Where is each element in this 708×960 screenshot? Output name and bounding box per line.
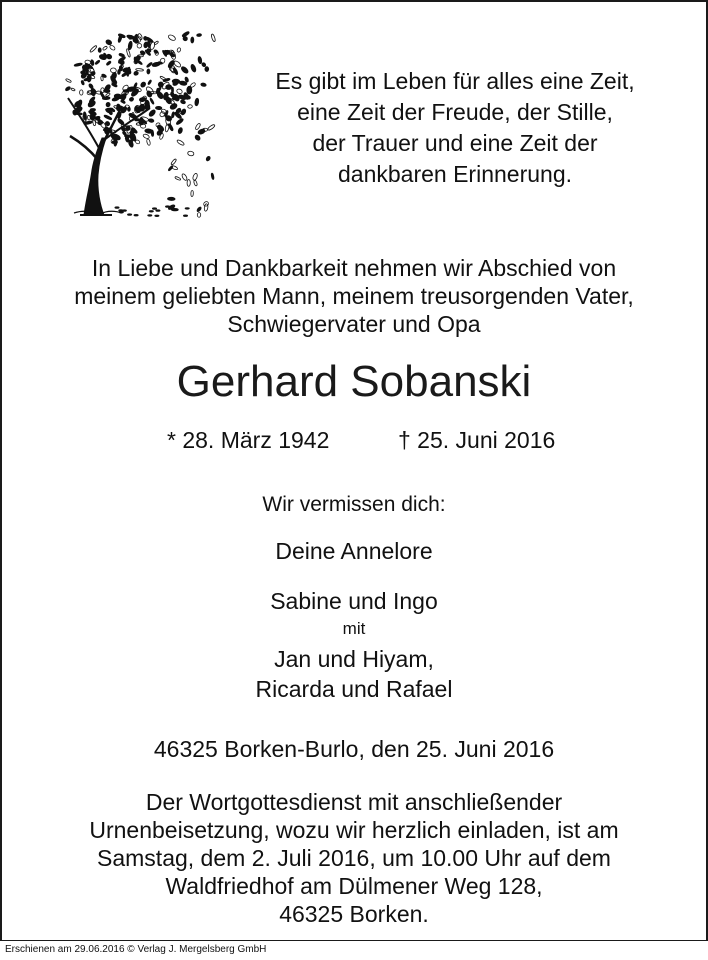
service-line: 46325 Borken. xyxy=(279,901,429,927)
motto-line: der Trauer und eine Zeit der xyxy=(312,130,598,156)
publication-credit: Erschienen am 29.06.2016 © Verlag J. Mergelsberg GmbH xyxy=(5,944,267,955)
birth-date: * 28. März 1942 xyxy=(167,427,330,453)
motto-line: dankbaren Erinnerung. xyxy=(338,161,572,187)
motto-line: eine Zeit der Freude, der Stille, xyxy=(297,99,613,125)
place-and-date: 46325 Borken-Burlo, den 25. Juni 2016 xyxy=(153,736,555,762)
publication-footer xyxy=(0,940,708,960)
death-date: † 25. Juni 2016 xyxy=(398,427,556,453)
intro-line: In Liebe und Dankbarkeit nehmen wir Abschied von xyxy=(91,255,617,281)
service-line: Waldfriedhof am Dülmener Weg 128, xyxy=(165,873,543,899)
mourner-spouse: Deine Annelore xyxy=(275,538,433,564)
mourners-heading: Wir vermissen dich: xyxy=(262,493,446,516)
service-line: Der Wortgottesdienst mit anschließender xyxy=(145,789,563,815)
mourner-grandchildren: Ricarda und Rafael xyxy=(255,676,453,702)
farewell-intro xyxy=(0,254,708,338)
motto-verse xyxy=(235,66,675,190)
mourner-grandchildren: Jan und Hiyam, xyxy=(274,646,434,672)
service-line: Urnenbeisetzung, wozu wir herzlich einladen, ist am xyxy=(89,817,619,843)
windblown-tree-icon xyxy=(40,10,220,220)
deceased-name: Gerhard Sobanski xyxy=(176,357,532,406)
service-line: Samstag, dem 2. Juli 2016, um 10.00 Uhr auf dem xyxy=(97,845,611,871)
mourner-connector: mit xyxy=(342,619,366,638)
intro-line: meinem geliebten Mann, meinem treusorgenden Vater, xyxy=(74,283,634,309)
mourner-children: Sabine und Ingo xyxy=(270,588,438,614)
funeral-service-info xyxy=(0,788,708,928)
motto-line: Es gibt im Leben für alles eine Zeit, xyxy=(275,68,635,94)
intro-line: Schwiegervater und Opa xyxy=(227,311,481,337)
